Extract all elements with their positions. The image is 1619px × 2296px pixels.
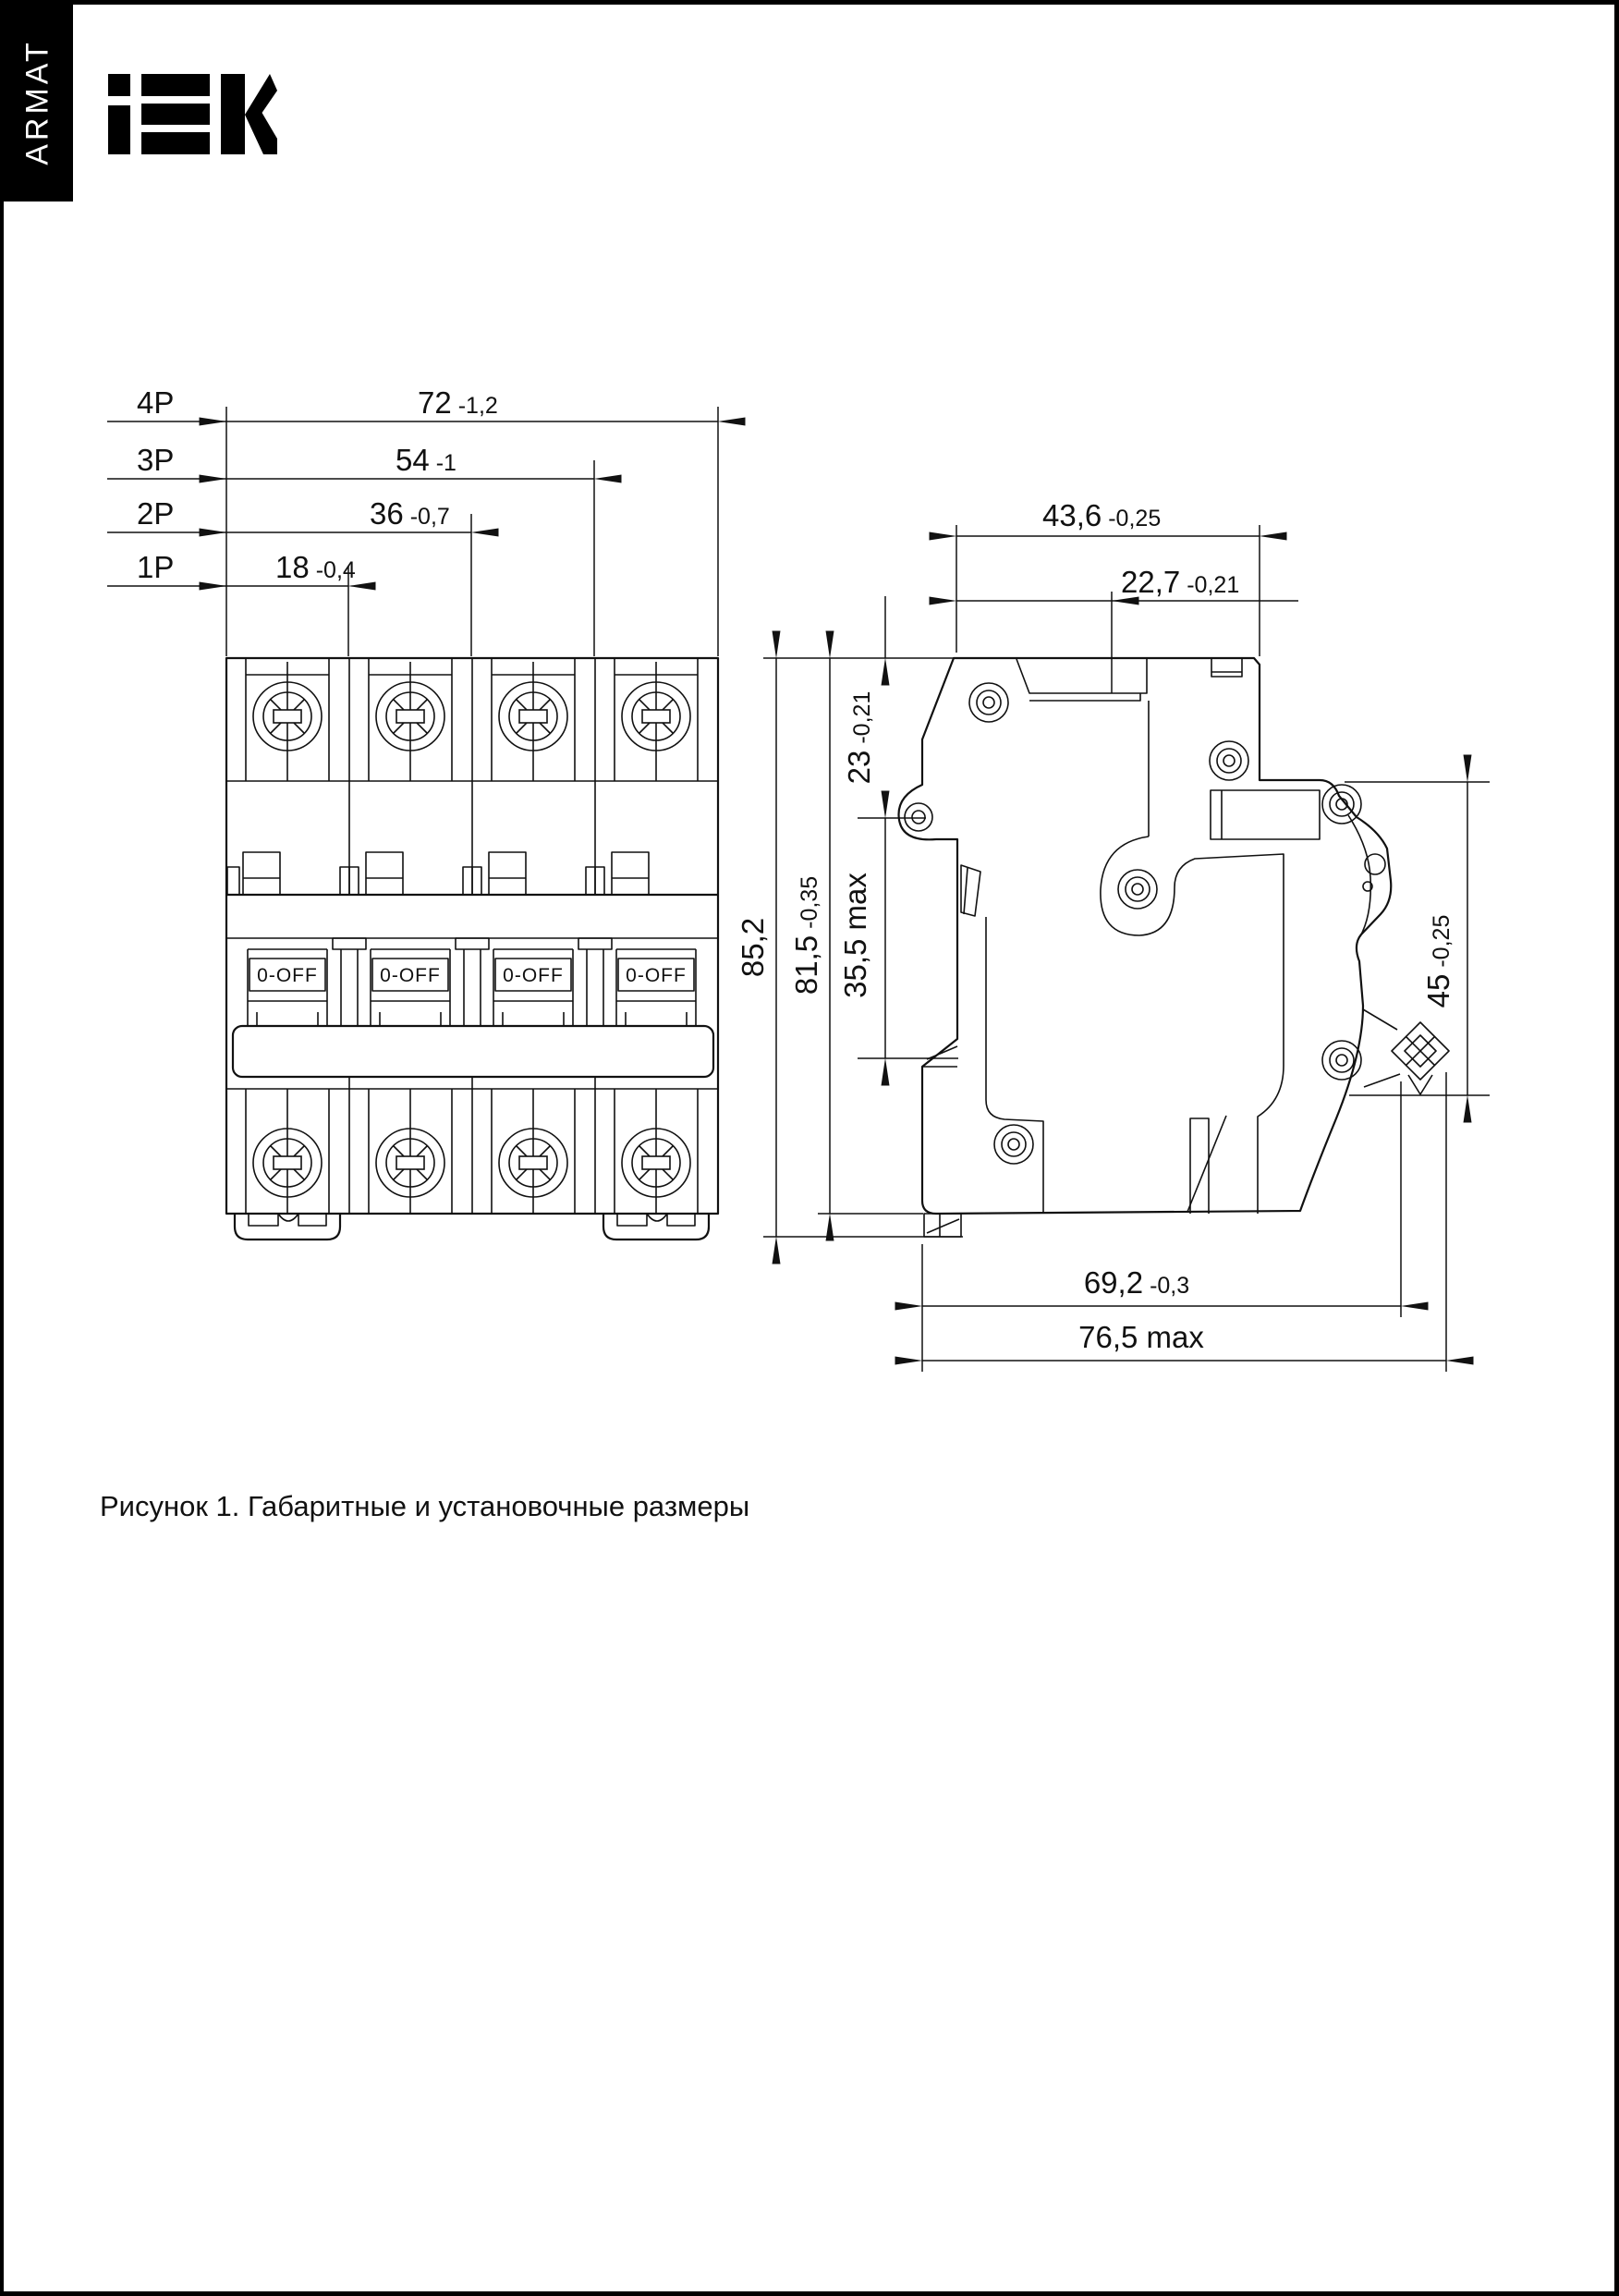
dim-18-text: 18 -0,4 [275,550,356,584]
rivet [994,1125,1033,1164]
armat-label: ARMAT [19,39,55,165]
dim-1p-18 [107,550,356,586]
terminal-screw-top-1 [246,658,329,781]
pole-count-label-2p: 2P [137,496,175,531]
din-clip-right [603,1214,709,1240]
dim-81-5-text: 81,5-0,35 [789,875,823,995]
front-view [226,658,718,1240]
side-toggle-lever [1348,815,1370,936]
dim-45-text: 45-0,25 [1421,914,1455,1008]
terminal-screw-top-2 [369,658,452,781]
handle-tie-bar [233,1026,713,1077]
terminal-screw-top-4 [615,658,698,781]
dim-43-6-text: 43,6 -0,25 [1042,498,1162,532]
handle-label-4: 0-OFF [626,965,687,986]
handle-label-3: 0-OFF [503,965,564,986]
divider-tab-3 [586,867,604,895]
dimensions [107,385,1490,1372]
terminal-screw-bottom-2 [369,1089,452,1214]
rivet [1210,741,1248,780]
pole-tab-2 [366,852,403,895]
din-release-clip [924,1214,961,1237]
rivet [969,683,1008,722]
dim-54-text: 54 -1 [396,443,456,477]
handle-label-2: 0-OFF [380,965,441,986]
toggle-handle-3 [493,949,573,1026]
terminal-screw-top-3 [492,658,575,781]
dim-76-5 [922,1072,1446,1372]
pole-count-label-1p: 1P [137,550,175,584]
dim-72-text: 72 -1,2 [418,385,498,420]
terminal-screw-bottom-4 [615,1089,698,1214]
pole-tab-4 [612,852,649,895]
pole-count-label-3p: 3P [137,443,175,477]
dim-35-5-text: 35,5 max [838,873,872,998]
pole-count-label-4p: 4P [137,385,175,420]
din-clip-left [235,1214,340,1240]
toggle-handle-2 [371,949,450,1026]
dim-85-2-text: 85,2 [736,917,770,978]
dim-22-7-text: 22,7 -0,21 [1121,565,1240,599]
dim-69-2-text: 69,2 -0,3 [1083,1265,1190,1300]
dim-76-5-text: 76,5 max [1078,1320,1204,1354]
marking-window [1211,790,1320,839]
rivet [1118,870,1157,909]
divider-tab-1 [340,867,359,895]
handle-label-1: 0-OFF [257,965,318,986]
dim-23 [842,596,926,818]
toggle-handle-4 [616,949,696,1026]
terminal-screw-bottom-3 [492,1089,575,1214]
terminal-screw-bottom-1 [246,1089,329,1214]
divider-tab-2 [463,867,481,895]
din-lug [905,803,932,831]
figure-caption: Рисунок 1. Габаритные и установочные размеры [100,1490,750,1522]
side-body-outline [899,658,1392,1214]
dim-23-text: 23-0,21 [842,690,876,785]
side-terminal-screw [1363,1009,1449,1094]
dim-4p-72 [107,385,718,421]
dim-36-text: 36 -0,7 [370,496,450,531]
side-view [899,658,1449,1237]
dim-3p-54 [107,443,594,479]
dim-35-5 [838,818,958,1058]
toggle-handle-1 [248,949,327,1026]
dim-2p-36 [107,496,471,532]
top-clip [1211,658,1242,677]
pole-tab-3 [489,852,526,895]
rivet [1322,785,1361,824]
pole-tab-1 [243,852,280,895]
dim-22-7 [956,565,1298,693]
